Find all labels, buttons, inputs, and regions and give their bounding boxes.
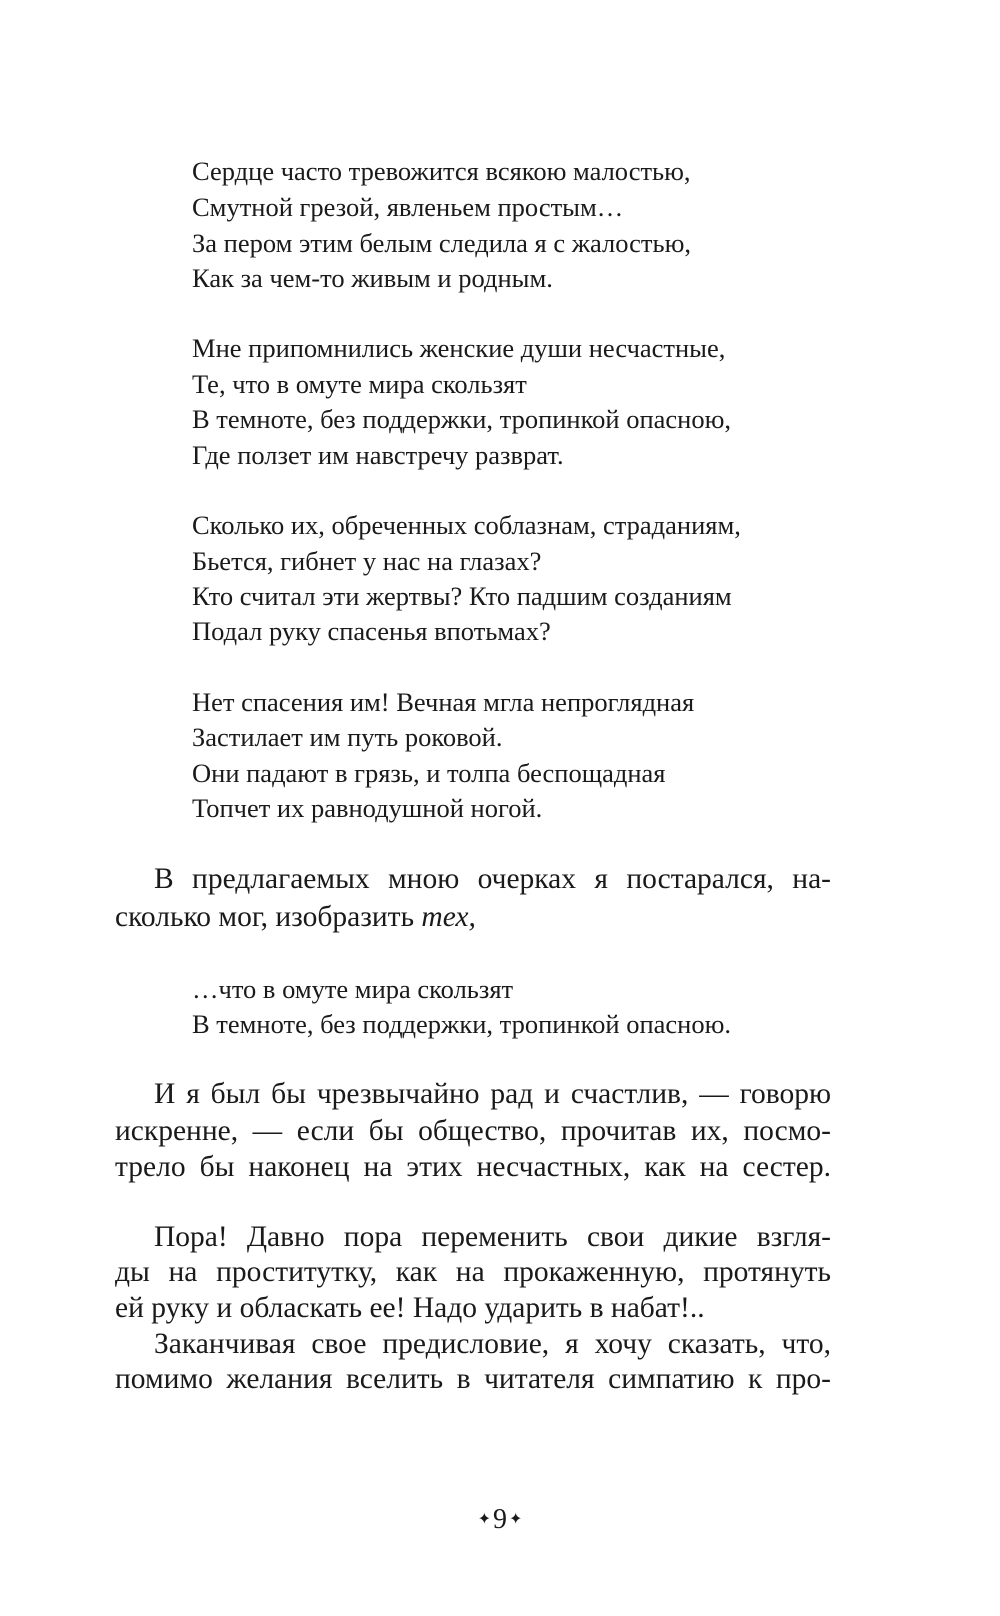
paragraph-line bbox=[115, 898, 831, 936]
poem-line: Кто считал эти жертвы? Кто падшим созданиям bbox=[192, 581, 732, 611]
quote-line: В темноте, без поддержки, тропинкой опасною. bbox=[192, 1009, 732, 1039]
paragraph-line: искренне, — если бы общество, прочитав их, посмо- bbox=[115, 1115, 831, 1147]
paragraph-line: Пора! Давно пора переменить свои дикие взгля- bbox=[154, 1221, 831, 1253]
paragraph-line: ды на проститутку, как на прокаженную, протянуть bbox=[115, 1256, 831, 1288]
poem-line: Сколько их, обреченных соблазнам, страданиям, bbox=[192, 510, 741, 540]
poem-line: Те, что в омуте мира скользят bbox=[192, 369, 527, 399]
poem-line: Подал руку спасенья впотьмах? bbox=[192, 616, 551, 646]
paragraph-line: Заканчивая свое предисловие, я хочу сказать, что, bbox=[154, 1328, 831, 1360]
paragraph-line: трело бы наконец на этих несчастных, как на сестер. bbox=[115, 1151, 831, 1183]
poem-line: Они падают в грязь, и толпа беспощадная bbox=[192, 758, 666, 788]
paragraph-text: сколько мог, изобразить bbox=[115, 901, 422, 933]
poem-line: Застилает им путь роковой. bbox=[192, 722, 503, 752]
poem-line: Мне припомнились женские души несчастные, bbox=[192, 333, 726, 363]
paragraph-line: помимо желания вселить в читателя симпатию к про- bbox=[115, 1363, 831, 1395]
ornament-star-icon: ✦ bbox=[509, 1511, 523, 1528]
poem-line: Как за чем-то живым и родным. bbox=[192, 263, 553, 293]
paragraph-line: И я был бы чрезвычайно рад и счастлив, — говорю bbox=[154, 1078, 831, 1110]
ornament-star-icon: ✦ bbox=[477, 1511, 491, 1528]
quote-line: …что в омуте мира скользят bbox=[192, 974, 514, 1004]
poem-line: Где ползет им навстречу разврат. bbox=[192, 440, 564, 470]
poem-line: Нет спасения им! Вечная мгла непроглядная bbox=[192, 687, 695, 717]
poem-line: Сердце часто тревожится всякою малостью, bbox=[192, 156, 691, 186]
poem-line: За пером этим белым следила я с жалостью, bbox=[192, 228, 692, 258]
poem-line: В темноте, без поддержки, тропинкой опасною, bbox=[192, 404, 732, 434]
poem-line: Смутной грезой, явленьем простым… bbox=[192, 192, 624, 222]
paragraph-line: ей руку и обласкать ее! Надо ударить в набат!.. bbox=[115, 1292, 705, 1324]
paragraph-line: В предлагаемых мною очерках я постарался, на- bbox=[154, 863, 831, 895]
emphasis-text: тех, bbox=[421, 901, 476, 933]
poem-line: Топчет их равнодушной ногой. bbox=[192, 793, 543, 823]
poem-line: Бьется, гибнет у нас на глазах? bbox=[192, 546, 542, 576]
page-number: 9 bbox=[493, 1504, 507, 1535]
page-number-folio bbox=[0, 1502, 1000, 1538]
